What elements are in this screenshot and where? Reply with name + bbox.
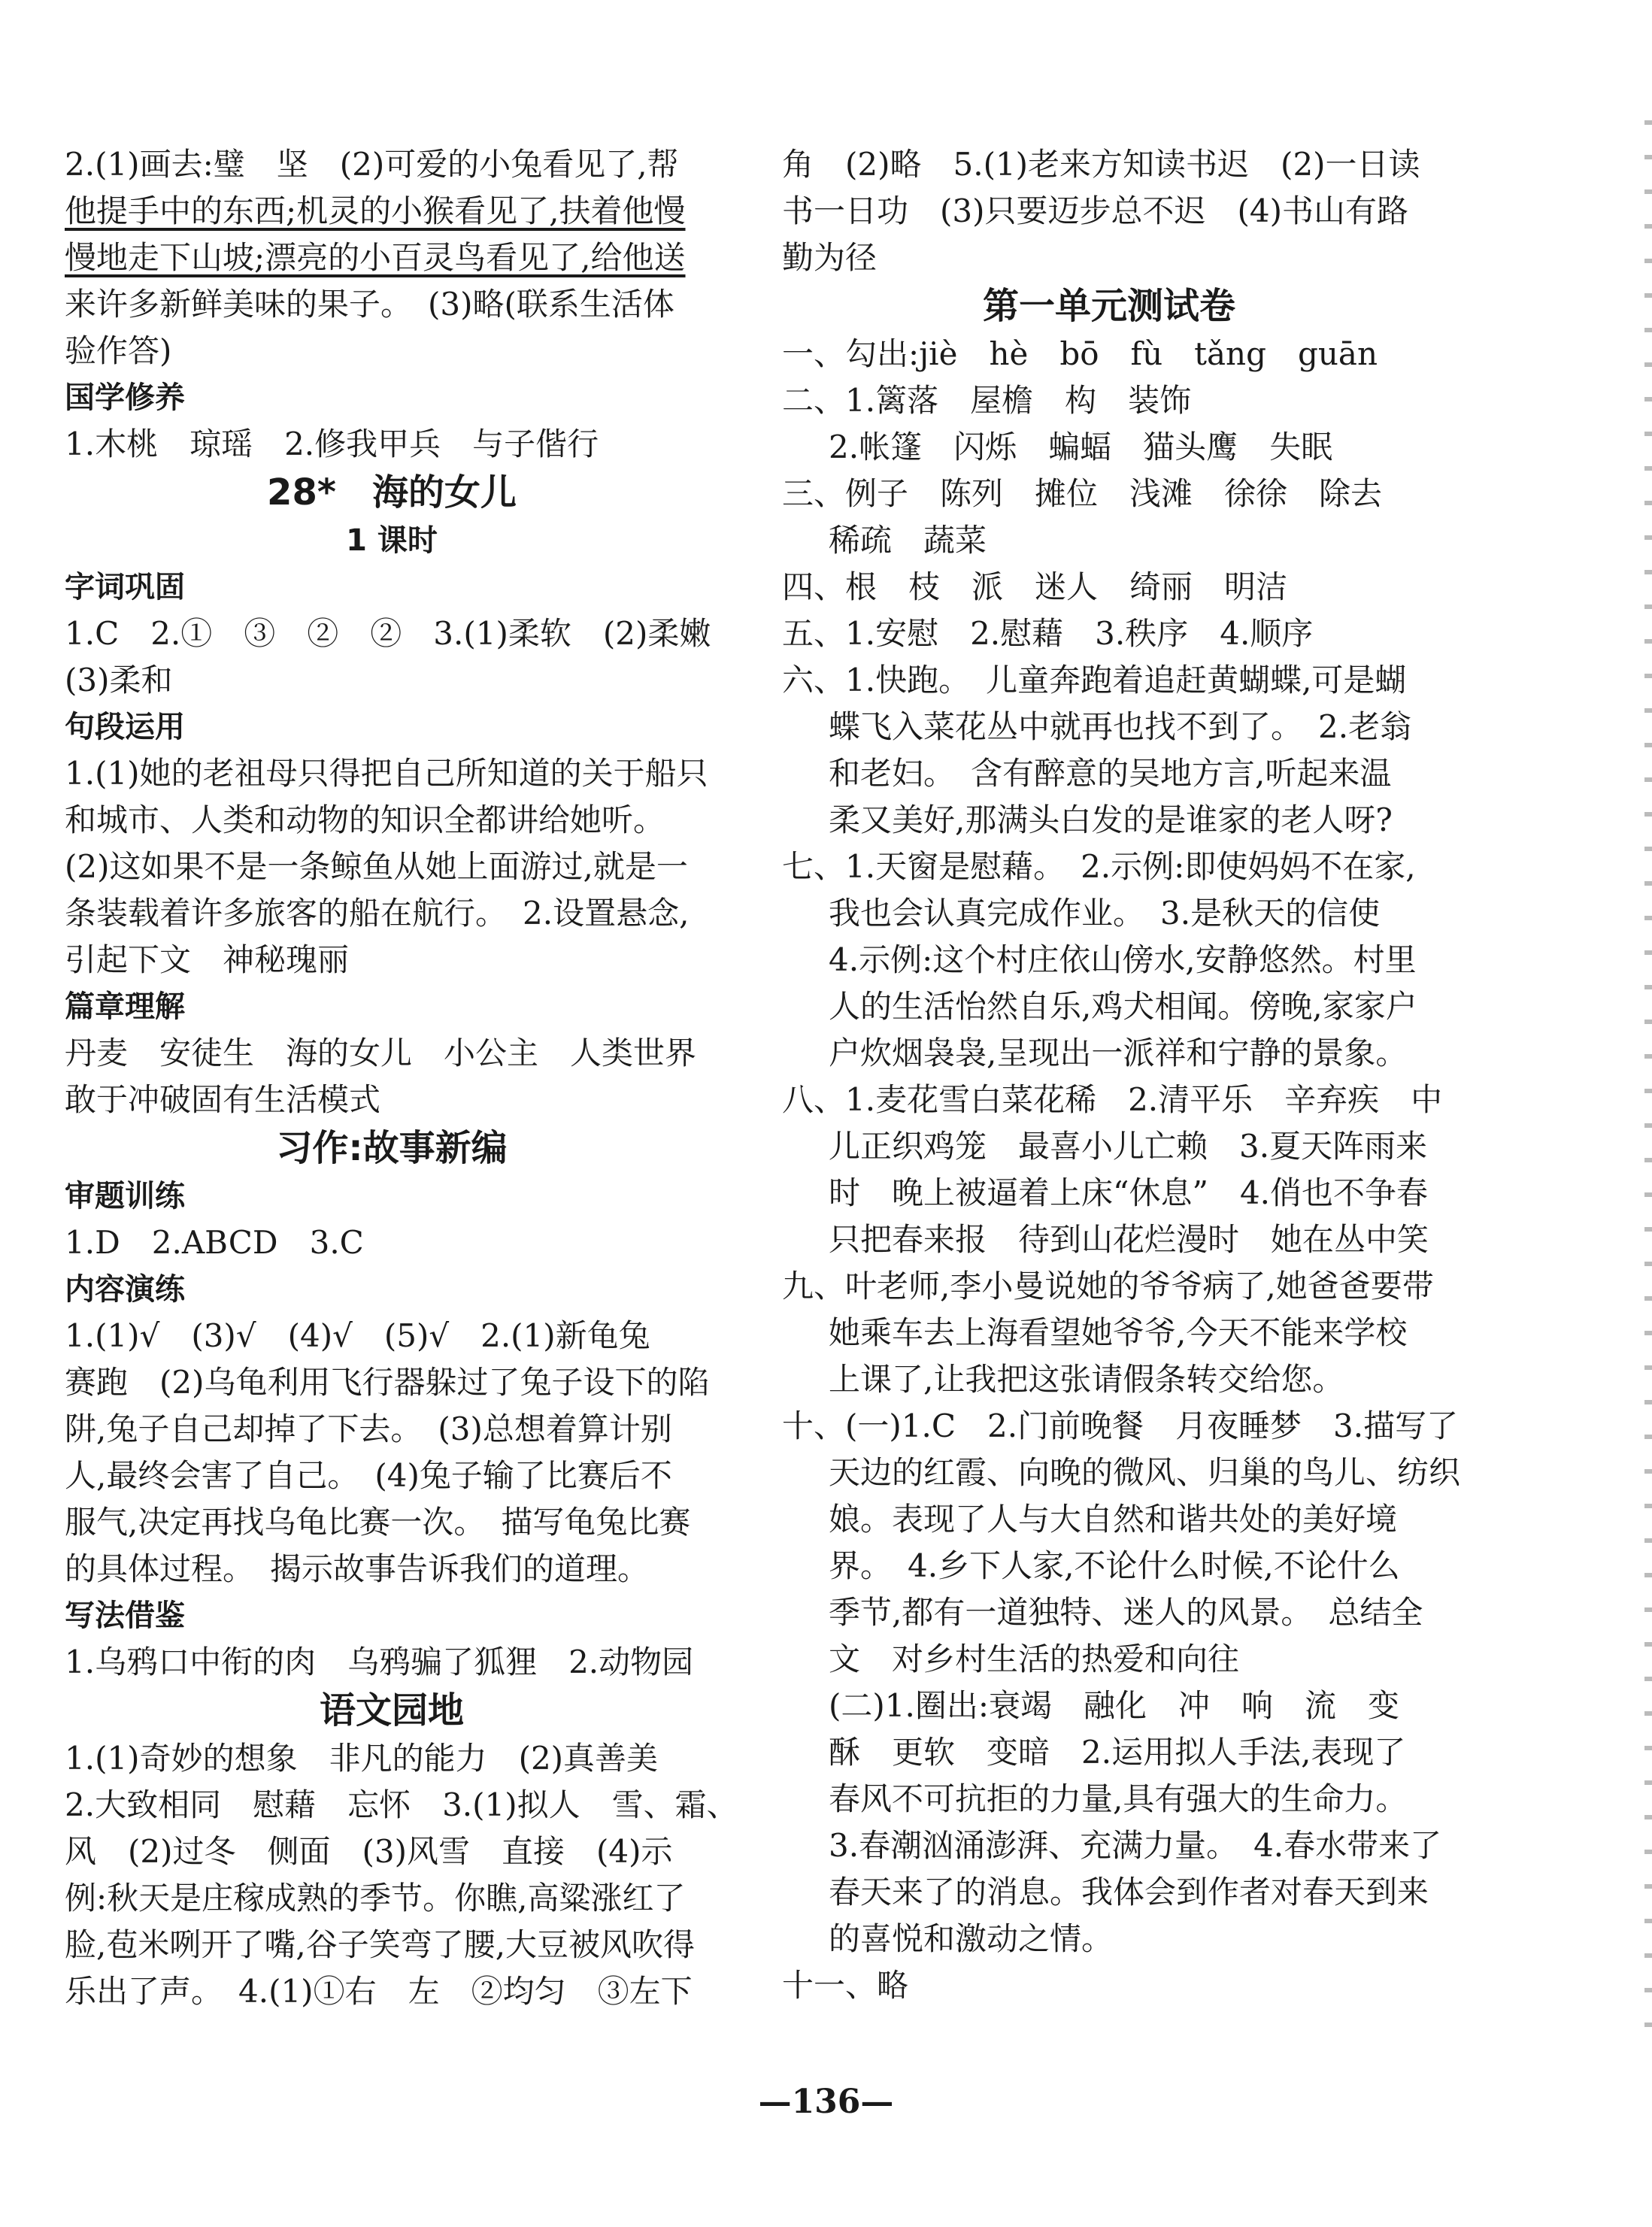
- right-column: [782, 141, 1461, 2009]
- left-text-line: 风 (2)过冬 侧面 (3)风雪 直接 (4)示: [65, 1833, 673, 1870]
- right-text-line: 勤为径: [782, 239, 878, 276]
- page-edge-marks: [1644, 120, 1652, 2045]
- right-text-line: 时 晚上被逼着上床“休息” 4.俏也不争春: [829, 1174, 1429, 1211]
- left-text-line: 验作答): [65, 332, 172, 369]
- right-text-line: 界。 4.乡下人家,不论什么时候,不论什么: [829, 1547, 1400, 1584]
- left-text-line: 敢于冲破固有生活模式: [65, 1081, 381, 1118]
- left-text-line: 来许多新鲜美味的果子。 (3)略(联系生活体: [65, 286, 674, 323]
- right-text-line: 稀疏 蔬菜: [829, 522, 987, 559]
- right-text-line: 文 对乡村生活的热爱和向往: [829, 1641, 1240, 1677]
- right-text-line: 4.示例:这个村庄依山傍水,安静悠然。村里: [829, 941, 1417, 978]
- left-lesson-subtitle: 1 课时: [346, 523, 438, 558]
- left-lesson-title: 习作:故事新编: [276, 1127, 508, 1169]
- right-text-line: 八、1.麦花雪白菜花稀 2.清平乐 辛弃疾 中: [782, 1081, 1443, 1118]
- right-text-line: 儿正织鸡笼 最喜小儿亡赖 3.夏天阵雨来: [829, 1128, 1428, 1165]
- right-text-line: 十一、略: [782, 1967, 909, 2004]
- left-text-line: 脸,苞米咧开了嘴,谷子笑弯了腰,大豆被风吹得: [65, 1926, 696, 1963]
- right-text-line: 九、叶老师,李小曼说她的爷爷病了,她爸爸要带: [782, 1268, 1434, 1304]
- left-text-line: 和城市、人类和动物的知识全都讲给她听。: [65, 801, 665, 838]
- right-text-line: 一、勾出:jiè hè bō fù tǎng guān: [782, 335, 1378, 372]
- right-text-line: 天边的红霞、向晚的微风、归巢的鸟儿、纺织: [829, 1454, 1461, 1491]
- right-text-line: 蝶飞入菜花丛中就再也找不到了。 2.老翁: [829, 708, 1412, 745]
- right-text-line: 十、(一)1.C 2.门前晚餐 月夜睡梦 3.描写了: [782, 1407, 1459, 1444]
- left-text-line: 1.(1)她的老祖母只得把自己所知道的关于船只: [65, 755, 708, 792]
- right-text-line: 三、例子 陈列 摊位 浅滩 徐徐 除去: [782, 475, 1383, 512]
- left-text-line: 1.(1)√ (3)√ (4)√ (5)√ 2.(1)新龟兔: [65, 1317, 650, 1354]
- right-text-line: 我也会认真完成作业。 3.是秋天的信使: [829, 895, 1381, 932]
- left-lesson-title: 语文园地: [319, 1689, 464, 1732]
- right-text-line: 二、1.篱落 屋檐 构 装饰: [782, 382, 1192, 419]
- left-text-line: 他提手中的东西;机灵的小猴看见了,扶着他慢: [65, 192, 686, 229]
- page-number: —136—: [758, 2083, 894, 2121]
- left-text-line: 条装载着许多旅客的船在航行。 2.设置悬念,: [65, 895, 690, 932]
- left-section-heading: 内容演练: [65, 1272, 185, 1307]
- left-text-line: 赛跑 (2)乌龟利用飞行器躲过了兔子设下的陷: [65, 1364, 710, 1401]
- right-text-line: 春风不可抗拒的力量,具有强大的生命力。: [829, 1780, 1408, 1817]
- left-text-line: 1.D 2.ABCD 3.C: [65, 1224, 364, 1261]
- right-text-line: 柔又美好,那满头白发的是谁家的老人呀?: [829, 801, 1393, 838]
- left-text-line: 1.乌鸦口中衔的肉 乌鸦骗了狐狸 2.动物园: [65, 1644, 694, 1680]
- left-section-heading: 国学修养: [65, 380, 185, 415]
- right-text-line: 书一日功 (3)只要迈步总不迟 (4)书山有路: [782, 192, 1408, 229]
- right-text-line: 季节,都有一道独特、迷人的风景。 总结全: [829, 1594, 1423, 1631]
- right-text-line: 2.帐篷 闪烁 蝙蝠 猫头鹰 失眠: [829, 429, 1333, 465]
- right-text-line: 酥 更软 变暗 2.运用拟人手法,表现了: [829, 1734, 1406, 1771]
- left-text-line: 丹麦 安徒生 海的女儿 小公主 人类世界: [65, 1035, 697, 1071]
- left-text-line: 1.C 2.① ③ ② ② 3.(1)柔软 (2)柔嫩: [65, 615, 711, 652]
- left-section-heading: 审题训练: [65, 1179, 185, 1213]
- left-column: [65, 141, 738, 2015]
- right-text-line: 上课了,让我把这张请假条转交给您。: [829, 1361, 1344, 1398]
- left-text-line: 阱,兔子自己却掉了下去。 (3)总想着算计别: [65, 1410, 672, 1447]
- right-text-line: 四、根 枝 派 迷人 绮丽 明洁: [782, 568, 1288, 605]
- right-text-line: (二)1.圈出:衰竭 融化 冲 响 流 变: [829, 1687, 1399, 1724]
- right-lesson-title: 第一单元测试卷: [982, 285, 1235, 327]
- left-text-line: 2.(1)画去:璧 坚 (2)可爱的小兔看见了,帮: [65, 146, 679, 183]
- right-text-line: 她乘车去上海看望她爷爷,今天不能来学校: [829, 1314, 1408, 1351]
- left-text-line: 人,最终会害了自己。 (4)兔子输了比赛后不: [65, 1457, 672, 1494]
- right-text-line: 户炊烟袅袅,呈现出一派祥和宁静的景象。: [829, 1035, 1408, 1071]
- left-text-line: 的具体过程。 揭示故事告诉我们的道理。: [65, 1550, 650, 1587]
- left-text-line: 例:秋天是庄稼成熟的季节。你瞧,高粱涨红了: [65, 1880, 686, 1916]
- left-section-heading: 写法借鉴: [65, 1598, 185, 1633]
- right-text-line: 六、1.快跑。 儿童奔跑着追赶黄蝴蝶,可是蝴: [782, 662, 1407, 698]
- right-text-line: 和老妇。 含有醉意的吴地方言,听起来温: [829, 755, 1392, 792]
- right-text-line: 娘。表现了人与大自然和谐共处的美好境: [829, 1501, 1398, 1538]
- right-text-line: 的喜悦和激动之情。: [829, 1920, 1114, 1957]
- right-text-line: 角 (2)略 5.(1)老来方知读书迟 (2)一日读: [782, 146, 1420, 183]
- right-text-line: 春天来了的消息。我体会到作者对春天到来: [829, 1874, 1429, 1910]
- left-text-line: 慢地走下山坡;漂亮的小百灵鸟看见了,给他送: [65, 239, 686, 276]
- right-text-line: 五、1.安慰 2.慰藉 3.秩序 4.顺序: [782, 615, 1314, 652]
- left-text-line: 乐出了声。 4.(1)①右 左 ②均匀 ③左下: [65, 1973, 693, 2010]
- right-text-line: 3.春潮汹涌澎湃、充满力量。 4.春水带来了: [829, 1827, 1442, 1864]
- left-section-heading: 句段运用: [65, 710, 185, 744]
- left-text-line: (3)柔和: [65, 662, 173, 698]
- left-text-line: 1.(1)奇妙的想象 非凡的能力 (2)真善美: [65, 1740, 659, 1777]
- left-text-line: 服气,决定再找乌龟比赛一次。 描写龟兔比赛: [65, 1504, 691, 1541]
- right-text-line: 七、1.天窗是慰藉。 2.示例:即使妈妈不在家,: [782, 848, 1416, 885]
- left-lesson-title: 28* 海的女儿: [267, 471, 517, 514]
- left-text-line: 1.木桃 琼瑶 2.修我甲兵 与子偕行: [65, 426, 599, 462]
- left-text-line: (2)这如果不是一条鲸鱼从她上面游过,就是一: [65, 848, 688, 885]
- right-text-line: 人的生活怡然自乐,鸡犬相闻。傍晚,家家户: [829, 988, 1417, 1025]
- left-section-heading: 字词巩固: [65, 570, 185, 604]
- left-section-heading: 篇章理解: [65, 989, 185, 1024]
- left-text-line: 引起下文 神秘瑰丽: [65, 941, 350, 978]
- right-text-line: 只把春来报 待到山花烂漫时 她在丛中笑: [829, 1221, 1429, 1258]
- left-text-line: 2.大致相同 慰藉 忘怀 3.(1)拟人 雪、霜、: [65, 1786, 738, 1823]
